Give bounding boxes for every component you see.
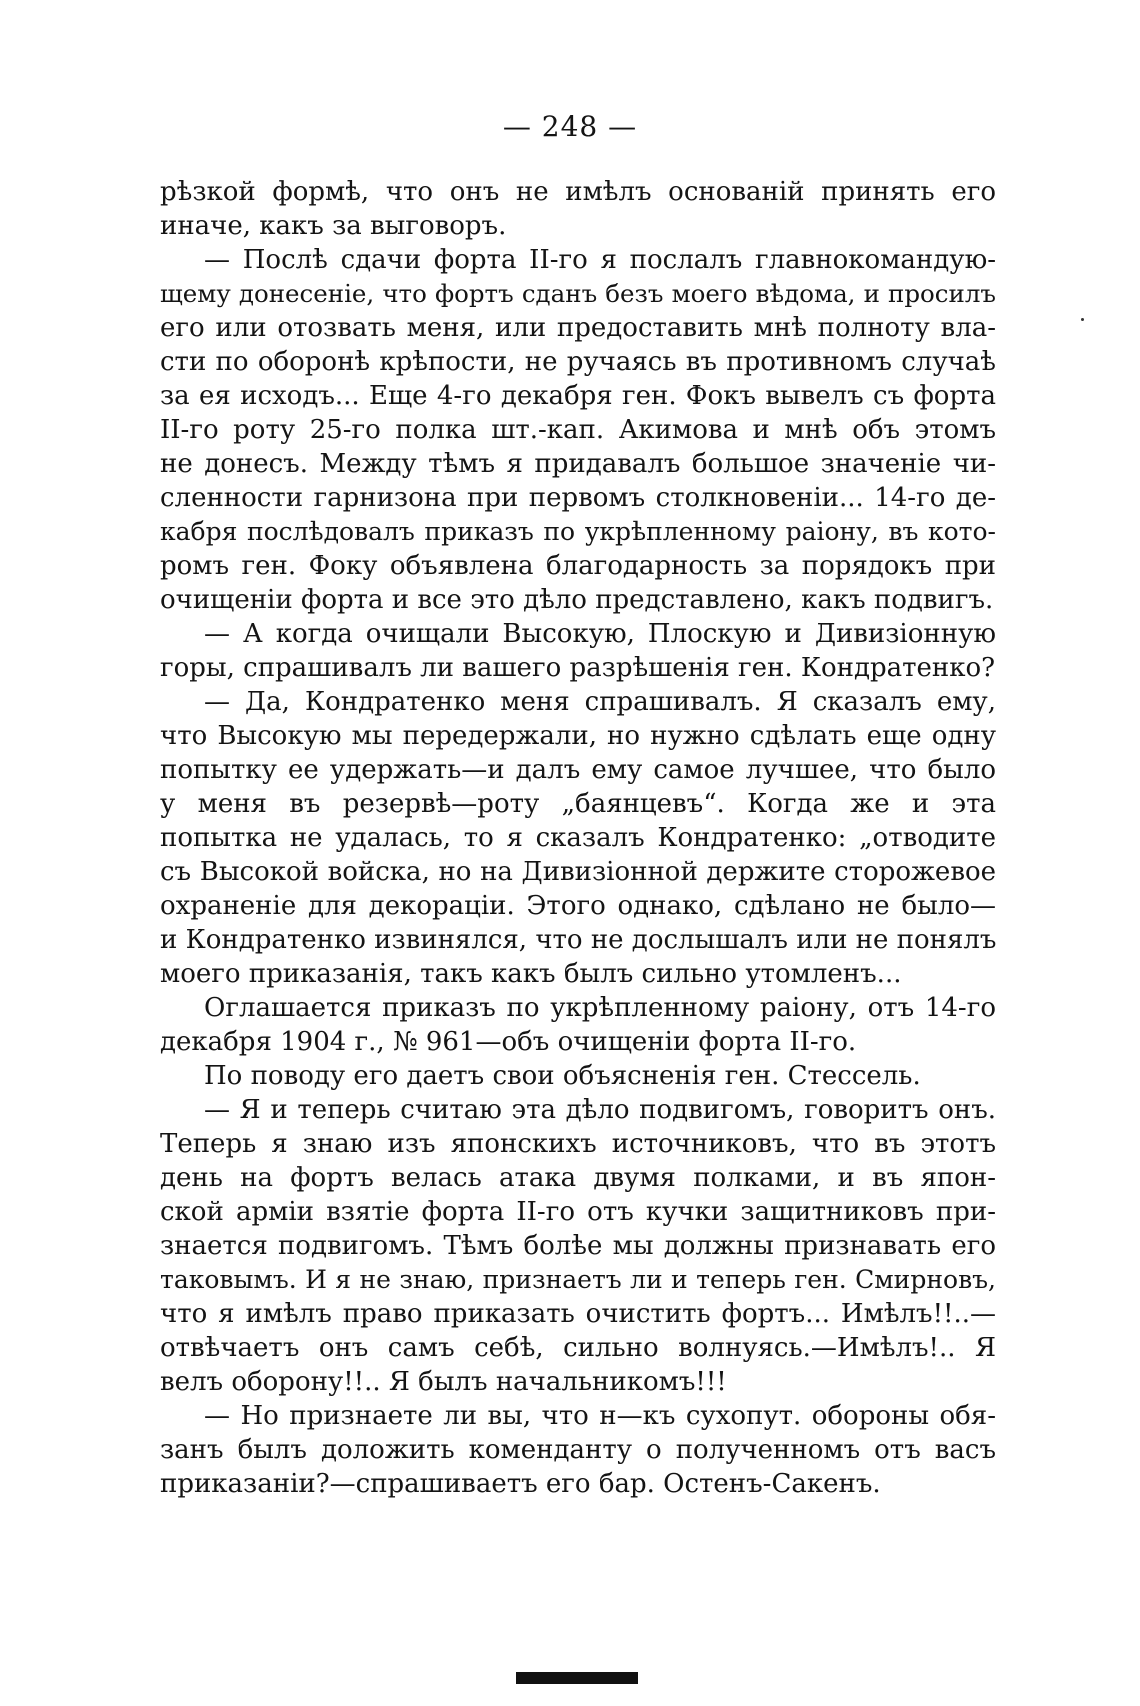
text-line: ской арміи взятіе форта II-го отъ кучки защитниковъ при- (160, 1197, 996, 1227)
text-line: приказаніи?—спрашиваетъ его бар. Остенъ-Сакенъ. (160, 1469, 881, 1499)
text-line: съ Высокой войска, но на Дивизіонной держите сторожевое (160, 857, 996, 887)
body-text (160, 175, 996, 1501)
text-line: щему донесеніе, что фортъ сданъ безъ моего вѣдома, и просилъ (160, 279, 996, 308)
page-number: — 248 — (502, 110, 638, 143)
text-line: охраненіе для декораціи. Этого однако, сдѣлано не было— (160, 891, 996, 921)
paragraph (160, 991, 996, 1059)
paragraph (160, 175, 996, 243)
text-line: отвѣчаетъ онъ самъ себѣ, сильно волнуясь.—Имѣлъ!.. Я (160, 1333, 996, 1363)
text-line: — Я и теперь считаю эта дѣло подвигомъ, говоритъ онъ. (204, 1095, 996, 1125)
text-line: попытка не удалась, то я сказалъ Кондратенко: „отводите (160, 823, 996, 853)
paragraph (160, 1059, 996, 1093)
text-line: сленности гарнизона при первомъ столкновеніи... 14-го де- (160, 483, 996, 513)
text-line: — Да, Кондратенко меня спрашивалъ. Я сказалъ ему, (204, 687, 996, 717)
text-line: декабря 1904 г., № 961—объ очищеніи форта II-го. (160, 1027, 857, 1057)
text-line: и Кондратенко извинялся, что не дослышалъ или не понялъ (160, 925, 996, 955)
text-line: По поводу его даетъ свои объясненія ген. Стессель. (204, 1061, 921, 1091)
text-line: попытку ее удержать—и далъ ему самое лучшее, что было (160, 755, 996, 785)
text-line: иначе, какъ за выговоръ. (160, 211, 507, 241)
paragraph (160, 1093, 996, 1399)
text-line: занъ былъ доложить коменданту о полученномъ отъ васъ (160, 1435, 996, 1465)
text-line: у меня въ резервѣ—роту „баянцевъ“. Когда же и эта (160, 789, 996, 819)
text-line: очищеніи форта и все это дѣло представлено, какъ подвигъ. (160, 585, 994, 615)
text-line: ромъ ген. Фоку объявлена благодарность за порядокъ при (160, 551, 996, 581)
text-line: — А когда очищали Высокую, Плоскую и Дивизіонную (204, 619, 996, 649)
text-line: что Высокую мы передержали, но нужно сдѣлать еще одну (160, 721, 996, 751)
text-line: — Но признаете ли вы, что н—къ сухопут. обороны обя- (204, 1401, 996, 1431)
text-line: таковымъ. И я не знаю, признаетъ ли и теперь ген. Смирновъ, (160, 1265, 996, 1294)
text-line: день на фортъ велась атака двумя полками, и въ япон- (160, 1163, 996, 1193)
text-line: горы, спрашивалъ ли вашего разрѣшенія ген. Кондратенко? (160, 653, 996, 683)
text-line: не донесъ. Между тѣмъ я придавалъ большое значеніе чи- (160, 449, 996, 479)
text-line: рѣзкой формѣ, что онъ не имѣлъ основаній принять его (160, 177, 996, 207)
paragraph (160, 617, 996, 685)
paragraph (160, 243, 996, 617)
stray-ink-mark (1081, 318, 1084, 321)
paragraph (160, 685, 996, 991)
text-line: что я имѣлъ право приказать очистить фортъ... Имѣлъ!!..— (160, 1299, 996, 1329)
text-line: II-го роту 25-го полка шт.-кап. Акимова и мнѣ объ этомъ (160, 415, 996, 445)
text-line: велъ оборону!!.. Я былъ начальникомъ!!! (160, 1367, 727, 1397)
text-line: моего приказанія, такъ какъ былъ сильно утомленъ... (160, 959, 902, 989)
text-line: знается подвигомъ. Тѣмъ болѣе мы должны признавать его (160, 1231, 996, 1261)
text-line: — Послѣ сдачи форта II-го я послалъ главнокомандую- (204, 245, 996, 275)
text-line: за ея исходъ... Еще 4-го декабря ген. Фокъ вывелъ съ форта (160, 381, 996, 411)
paragraph (160, 1399, 996, 1501)
text-line: Теперь я знаю изъ японскихъ источниковъ, что въ этотъ (160, 1129, 996, 1159)
bottom-print-bar (516, 1672, 638, 1684)
text-line: сти по оборонѣ крѣпости, не ручаясь въ противномъ случаѣ (160, 347, 996, 377)
text-line: Оглашается приказъ по укрѣпленному раіону, отъ 14-го (204, 993, 996, 1023)
text-line: кабря послѣдовалъ приказъ по укрѣпленному раіону, въ кото- (160, 517, 996, 546)
text-line: его или отозвать меня, или предоставить мнѣ полноту вла- (160, 313, 996, 343)
